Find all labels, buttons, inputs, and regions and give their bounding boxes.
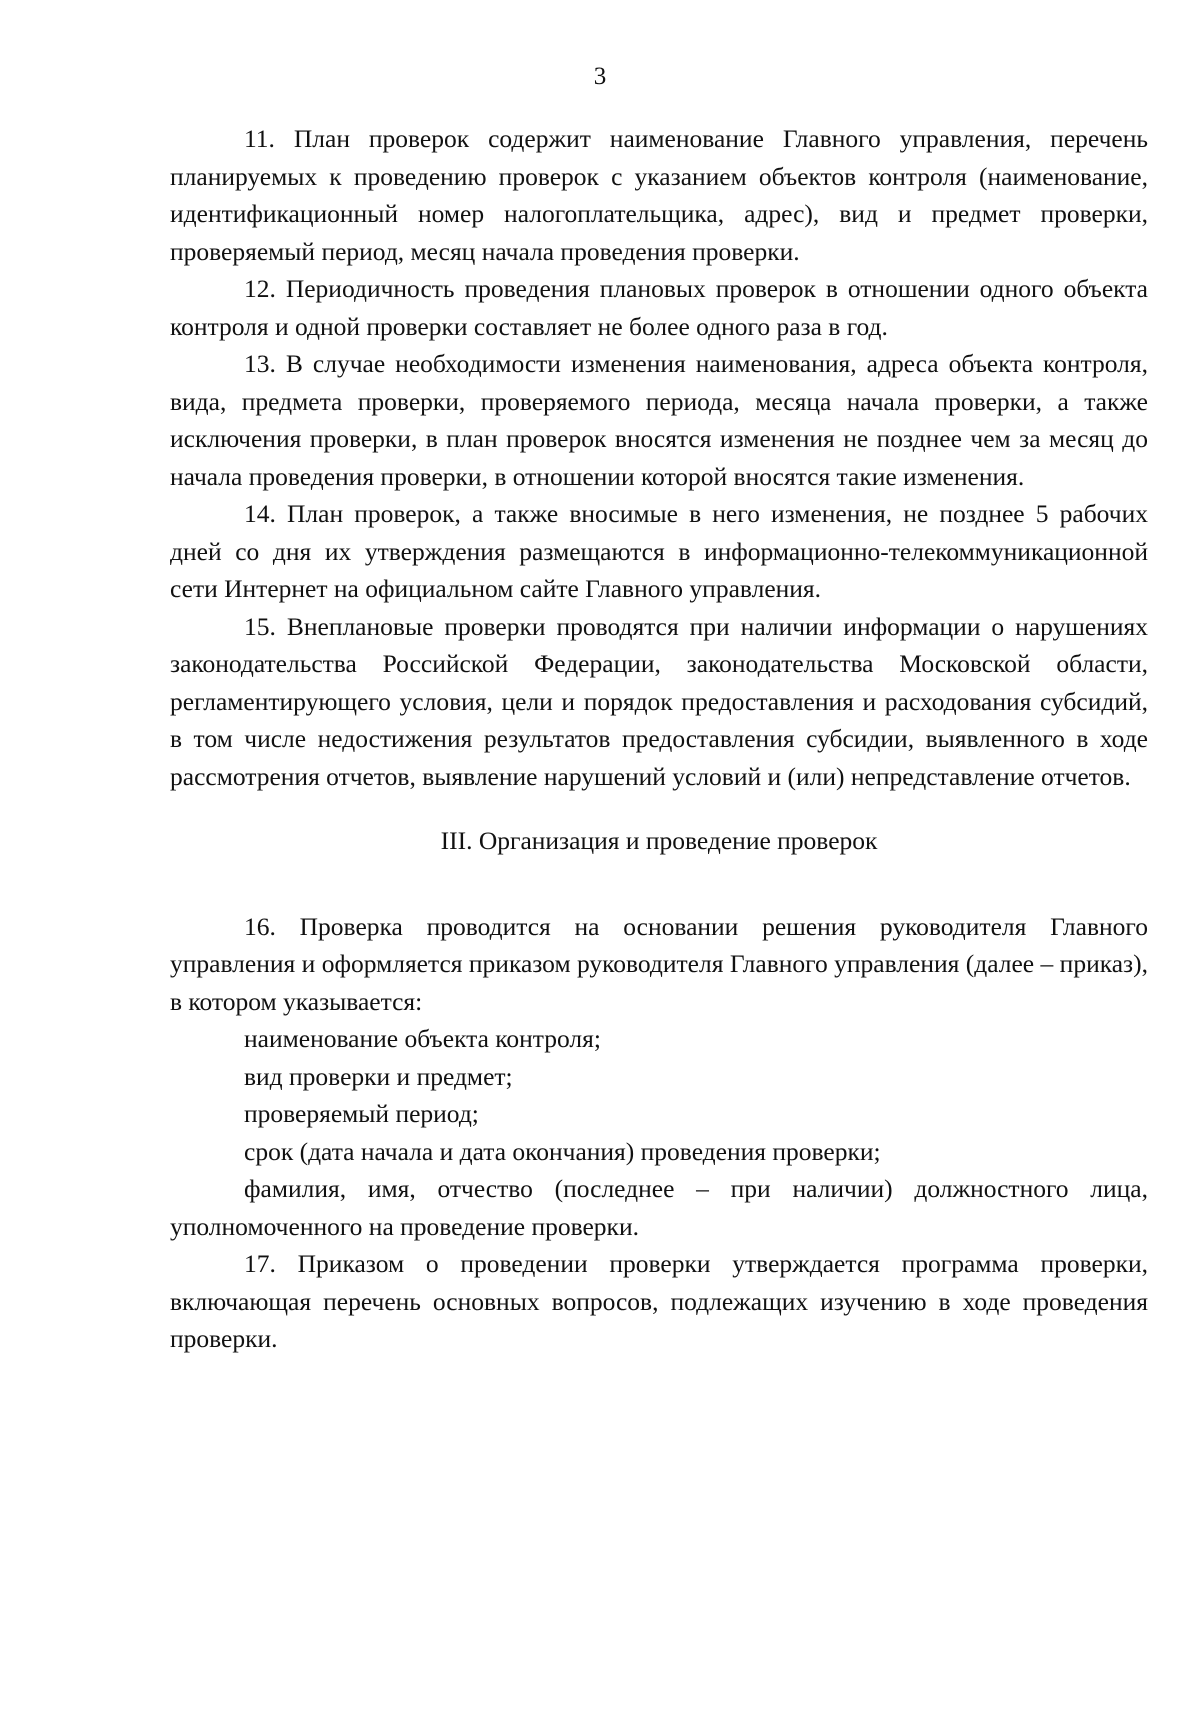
list-item-object-name: наименование объекта контроля;	[244, 1024, 601, 1053]
paragraph-16: 16. Проверка проводится на основании решения руководителя Главного управления и оформляется приказом руководителя Главного управления (далее – приказ), в котором указывается:	[170, 911, 1148, 1016]
section-heading: III. Организация и проведение проверок	[440, 826, 878, 855]
list-item-dates: срок (дата начала и дата окончания) проведения проверки;	[244, 1136, 881, 1166]
document-body	[170, 120, 1148, 1358]
page-number: 3	[593, 63, 607, 90]
paragraph-17: 17. Приказом о проведении проверки утверждается программа проверки, включающая перечень основных вопросов, подлежащих изучению в ходе проведения проверки.	[170, 1249, 1148, 1353]
list-item-check-type: вид проверки и предмет;	[244, 1061, 513, 1091]
paragraph-14: 14. План проверок, а также вносимые в него изменения, не позднее 5 рабочих дней со дня их утверждения размещаются в информационно-телекоммуникационной сети Интернет на официальном сайте Главного управления.	[170, 499, 1148, 603]
paragraph-13: 13. В случае необходимости изменения наименования, адреса объекта контроля, вида, предмета проверки, проверяемого периода, месяца начала проверки, а также исключения проверки, в план проверок вносятся изменения не позднее чем за месяц до начала проведения проверки, в отношении которой вносятся такие изменения.	[170, 349, 1148, 491]
list-item-period: проверяемый период;	[244, 1099, 479, 1128]
paragraph-15: 15. Внеплановые проверки проводятся при наличии информации о нарушениях законодательства Российской Федерации, законодательства Московской области, регламентирующего условия, цели и порядок предоставления и расходования субсидий, в том числе недостижения результатов предоставления субсидии, выявленного в ходе рассмотрения отчетов, выявление нарушений условий и (или) непредставление отчетов.	[170, 611, 1148, 791]
paragraph-12: 12. Периодичность проведения плановых проверок в отношении одного объекта контроля и одной проверки составляет не более одного раза в год.	[170, 274, 1148, 341]
list-item-official: фамилия, имя, отчество (последнее – при наличии) должностного лица, уполномоченного на проведение проверки.	[170, 1174, 1148, 1241]
paragraph-11: 11. План проверок содержит наименование Главного управления, перечень планируемых к проведению проверок с указанием объектов контроля (наименование, идентификационный номер налогоплательщика, адрес), вид и предмет проверки, проверяемый период, месяц начала проведения проверки.	[170, 124, 1148, 266]
